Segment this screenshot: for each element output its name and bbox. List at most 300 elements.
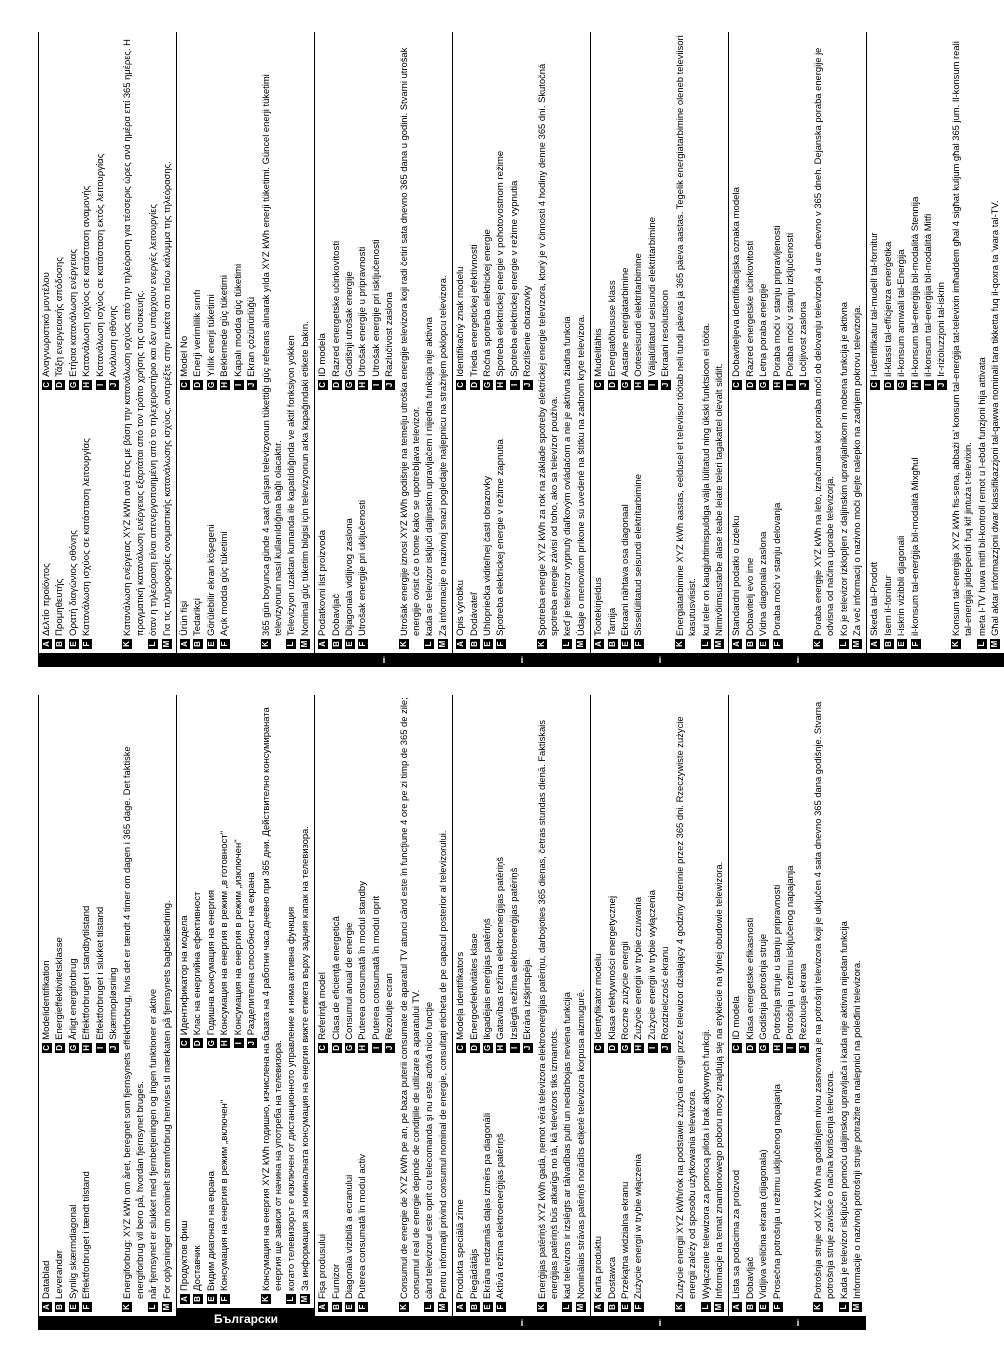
fiche-entry xyxy=(482,390,494,649)
entry-text: Enerji verimlilik sınıfı xyxy=(192,289,204,377)
entry-letter-badge: F xyxy=(911,639,921,649)
fiche-entry xyxy=(745,390,757,649)
entry-letter-badge: D xyxy=(193,1038,203,1048)
entry-text: Годишна консумация на енергия xyxy=(205,889,217,1036)
block-rows xyxy=(591,695,728,1316)
fiche-entry xyxy=(633,695,645,1053)
entry-letter-badge: M xyxy=(713,640,723,648)
fiche-entry xyxy=(68,695,80,1053)
entry-text: Dobavljač xyxy=(330,593,342,636)
entry-text: Puterea consumată în modul standby xyxy=(357,880,369,1040)
fiche-entry xyxy=(772,695,784,1053)
entry-letter-badge: L xyxy=(286,1294,296,1304)
fiche-entry xyxy=(607,390,619,649)
fiche-entry xyxy=(455,695,467,1053)
entry-text: Vidljiva veličina ekrana (dijagonala) xyxy=(758,1149,770,1299)
entry-text: Gatavības režīma elektroenerģijas patēriņš xyxy=(495,856,507,1040)
fiche-entry xyxy=(745,32,757,390)
entry-text: Produkta speciālā zīme xyxy=(455,1199,467,1299)
language-tab xyxy=(39,653,176,667)
fiche-entry xyxy=(192,390,204,649)
entry-row xyxy=(179,695,191,1304)
fiche-entry xyxy=(482,32,494,390)
note-row xyxy=(147,695,159,1312)
note-row xyxy=(423,32,435,649)
entry-letter-badge: A xyxy=(732,1302,742,1312)
entry-row xyxy=(647,32,659,649)
language-tab xyxy=(591,1316,728,1330)
entry-letter-badge: M xyxy=(437,640,447,648)
fiche-entry xyxy=(910,32,922,390)
entry-text: Furnizor xyxy=(330,1263,342,1299)
entry-letter-badge: B xyxy=(470,639,480,649)
entry-text: Potrošnja struje od XYZ kWh na godišnjem nivou zasnovana je na potrošnji televizora koji je uključen 4 sata dnevno 365 dana godišnje. Stvarna potrošnja struje zavisiće o načina korišćenja televizora. xyxy=(811,701,836,1299)
language-block xyxy=(590,695,728,1330)
fiche-entry xyxy=(233,32,245,390)
fiche-entry xyxy=(620,1053,632,1312)
fiche-entry xyxy=(357,695,369,1053)
entry-letter-badge: F xyxy=(358,1302,368,1312)
entry-row xyxy=(192,695,204,1304)
entry-letter-badge: B xyxy=(193,1294,203,1304)
entry-text: Referinţă model xyxy=(317,972,329,1040)
entry-text: Κατανάλωση ισχύος σε κατάσταση εκτός λειτουργίας xyxy=(94,153,106,377)
fiche-entry xyxy=(869,32,881,390)
entry-row xyxy=(798,32,810,649)
fiche-entry xyxy=(179,32,191,390)
entry-row xyxy=(331,32,343,649)
entry-letter-badge: I xyxy=(786,380,796,390)
entry-letter-badge: A xyxy=(318,639,328,649)
fiche-entry xyxy=(772,390,784,649)
entry-text: Konsum tal-enerġija XYZ kWh fis-sena, abbażi ta' konsum tal-enerġija tat-televixin imħaddem għal 4 sigħat kuljum għal 365 jum. Il-konsum reali tal-enerġija jiddependi fuq kif jintuża t-televixin. xyxy=(949,41,974,636)
entry-letter-badge: L xyxy=(148,1302,158,1312)
entry-letter-badge: I xyxy=(510,1043,520,1053)
language-block xyxy=(176,695,314,1330)
entry-text: Dobavitelj evo ime xyxy=(744,557,756,636)
fiche-entry xyxy=(785,32,797,390)
entry-row xyxy=(620,695,632,1312)
fiche-entry xyxy=(68,1053,80,1312)
note-row xyxy=(812,695,837,1312)
entry-text: keď je televízor vypnutý diaľkovým ovládačom a nie je aktívna žiadna funkcia xyxy=(561,316,573,636)
fiche-entry xyxy=(620,390,632,649)
entry-row xyxy=(660,32,672,649)
entry-row xyxy=(495,695,507,1312)
entry-row xyxy=(81,695,93,1312)
note-row xyxy=(838,695,850,1312)
entry-letter-badge: A xyxy=(42,639,52,649)
entry-letter-badge: F xyxy=(634,639,644,649)
entry-letter-badge: E xyxy=(69,639,79,649)
entry-letter-badge: K xyxy=(813,639,823,649)
entry-text: когато телевизорът е изключен от дистанционното управление и няма активна функция xyxy=(285,906,297,1291)
entry-text: Isem il-fornitur xyxy=(882,575,894,636)
entry-letter-badge: C xyxy=(732,380,742,390)
entry-text: Wyłączenie telewizora za pomocą pilota i brak aktywnych funkcji. xyxy=(699,1029,711,1299)
entry-text: l-identifikatur tal-mudell tal-fornitur xyxy=(869,232,881,377)
entry-letter-badge: C xyxy=(180,380,190,390)
entry-letter-badge: A xyxy=(180,1294,190,1304)
fiche-entry xyxy=(246,32,258,390)
language-tab-label: i xyxy=(520,655,523,665)
entry-letter-badge: G xyxy=(206,381,216,388)
entry-letter-badge: A xyxy=(732,639,742,649)
entry-text: meta l-TV huwa mitfi bil-kontroll remot u l-ebda funzjoni hija attivata xyxy=(975,357,987,636)
block-rows xyxy=(177,695,314,1308)
fiche-entry xyxy=(455,1053,467,1312)
fiche-entry xyxy=(41,695,53,1053)
fiche-entry xyxy=(192,32,204,390)
entry-text: Ορατή διαγώνιος οθόνης xyxy=(67,530,79,636)
entry-text: Ko je televizor izklopljen z daljinskim upravljalnikom in nobena funkcija je aktivna xyxy=(837,301,849,636)
entry-letter-badge: D xyxy=(193,380,203,390)
entry-row xyxy=(219,695,231,1304)
entry-text: kada se televizor isključi daljinskim upravljačem i nijedna funkcija nije aktivna xyxy=(423,317,435,636)
block-rows xyxy=(729,695,866,1316)
entry-text: Izslēgtā režīma elektroenerģijas patēriņš xyxy=(508,867,520,1040)
entry-text: Za informacije o nazivnoj snazi pogledajte naljepnicu na stražnjem poklopcu televizora. xyxy=(436,275,448,636)
entry-text: Pentru informaţii privind consumul nominal de energie, consultaţi eticheta de pe capacul posterior al televizorului. xyxy=(436,830,448,1299)
entry-letter-badge: F xyxy=(82,639,92,649)
entry-letter-badge: E xyxy=(483,639,493,649)
entry-text: Za več informacij o nazivno moči glejte nalepko na zadnjem pokrovu televizorja. xyxy=(850,305,862,636)
entry-row xyxy=(745,32,757,649)
entry-letter-badge: H xyxy=(634,1043,644,1053)
note-row xyxy=(423,695,435,1312)
block-rows xyxy=(39,32,176,653)
entry-text: Poraba energije XYZ kWh na leto, izračunana kot poraba moči ob delovanju televizorja 4 ure dnevno v 365 dneh. Dejanska poraba energije je odvisna od načina uporabe televizorja. xyxy=(811,47,836,636)
entry-letter-badge: K xyxy=(122,639,132,649)
entry-text: Poraba moči v stanju pripravljenosti xyxy=(771,225,783,377)
entry-row xyxy=(772,695,784,1312)
entry-letter-badge: K xyxy=(261,639,271,649)
entry-text: ID modela xyxy=(317,333,329,377)
entry-text: Ekraani resolutsioon xyxy=(660,289,672,377)
entry-text: Zużycie energii w trybie włączenia xyxy=(633,1153,645,1299)
entry-text: Продуктов фиш xyxy=(179,1220,191,1291)
entry-letter-badge: K xyxy=(122,1302,132,1312)
entry-letter-badge: K xyxy=(399,639,409,649)
left-column xyxy=(38,695,918,1330)
entry-row xyxy=(108,695,120,1312)
note-row xyxy=(561,32,573,649)
fiche-entry xyxy=(633,32,645,390)
fiche-entry xyxy=(206,390,218,649)
entry-letter-badge: J xyxy=(799,1043,809,1053)
entry-text: Tarnija xyxy=(606,607,618,636)
entry-letter-badge: J xyxy=(523,380,533,390)
note-row xyxy=(437,32,449,649)
fiche-entry xyxy=(357,1053,369,1312)
note-row xyxy=(161,695,173,1312)
fiche-entry xyxy=(317,695,329,1053)
entry-letter-badge: L xyxy=(424,1302,434,1312)
entry-letter-badge: I xyxy=(234,380,244,390)
fiche-entry xyxy=(469,695,481,1053)
entry-row xyxy=(108,32,120,649)
entry-letter-badge: I xyxy=(648,380,658,390)
language-block xyxy=(590,32,728,667)
entry-letter-badge: B xyxy=(608,1302,618,1312)
entry-text: Zużycie energii w trybie wyłączenia xyxy=(646,890,658,1040)
note-row xyxy=(161,32,173,649)
entry-letter-badge: C xyxy=(42,380,52,390)
fiche-entry xyxy=(108,32,120,390)
entry-letter-badge: E xyxy=(345,1302,355,1312)
entry-row xyxy=(357,32,369,649)
entry-row xyxy=(633,32,645,649)
language-tab xyxy=(177,653,314,667)
entry-text: Zużycie energii XYZ kWh/rok na podstawie zużycia energii przez telewizor działający 4 godziny dziennie przez 365 dni. Rzeczywiste zużycie energii zależy od sposobu użytkowania telewizora. xyxy=(673,716,698,1299)
entry-letter-badge: B xyxy=(746,639,756,649)
entry-letter-badge: F xyxy=(773,1302,783,1312)
entry-row xyxy=(344,695,356,1312)
note-row xyxy=(398,32,423,649)
entry-letter-badge: L xyxy=(977,639,987,649)
entry-letter-badge: G xyxy=(344,1044,354,1051)
note-row xyxy=(674,32,699,649)
language-block xyxy=(728,695,866,1330)
entry-text: Dodávateľ xyxy=(468,592,480,636)
entry-letter-badge: H xyxy=(220,380,230,390)
entry-letter-badge: D xyxy=(332,1043,342,1053)
fiche-entry xyxy=(192,695,204,1048)
language-block xyxy=(38,32,176,667)
entry-text: Klasa energetske efikasnosti xyxy=(744,917,756,1040)
entry-row xyxy=(371,695,383,1312)
fiche-entry xyxy=(108,695,120,1053)
entry-text: Leverandør xyxy=(54,1249,66,1299)
entry-letter-badge: A xyxy=(42,1302,52,1312)
entry-letter-badge: G xyxy=(759,1044,769,1051)
entry-text: Açık modda güç tüketimi xyxy=(219,531,231,636)
entry-row xyxy=(68,695,80,1312)
entry-text: Görülebilir ekran köşegeni xyxy=(205,524,217,636)
fiche-entry xyxy=(54,390,66,649)
fiche-entry xyxy=(482,1053,494,1312)
entry-text: Идентификатор на модела xyxy=(179,915,191,1036)
fiche-entry xyxy=(219,32,231,390)
entry-text: Aktīvā režīma elektroenerģijas patēriņš xyxy=(495,1133,507,1299)
entry-row xyxy=(206,32,218,649)
entry-letter-badge: M xyxy=(161,1303,171,1311)
entry-text: Zużycie energii w trybie czuwania xyxy=(633,896,645,1040)
entry-text: Puterea consumată în modul activ xyxy=(357,1153,369,1299)
note-row xyxy=(285,695,297,1304)
entry-letter-badge: M xyxy=(713,1303,723,1311)
entry-text: Consumul de energie de XYZ kWh pe an, pe baza puterii consumate de aparatul TV atunci când este în funcţiune 4 ore pe zi timp de 365 de zile; consumul real de energie depinde de condiţiile de utilizare a aparatului TV. xyxy=(397,697,421,1299)
block-rows xyxy=(177,32,314,653)
entry-row xyxy=(607,32,619,649)
entry-text: Τάξη ενεργειακής απόδοσης xyxy=(54,257,66,377)
entry-text: Spotreba energie XYZ kWh za rok na základe spotreby elektrickej energie televízora, ktorý je v činnosti 4 hodiny denne 365 dní. Skutočná spotreba energie závisí od toho, ako sa televízor používa. xyxy=(535,63,560,636)
entry-text: Spotreba elektrickej energie v režime vypnutia xyxy=(508,180,520,377)
entry-letter-badge: I xyxy=(372,1043,382,1053)
entry-text: Roczne zużycie energii xyxy=(620,941,632,1040)
entry-letter-badge: K xyxy=(675,639,685,649)
entry-text: Potrošnja struje u stanju pripravnosti xyxy=(771,884,783,1040)
entry-row xyxy=(95,695,107,1312)
note-row xyxy=(536,32,561,649)
entry-text: Godišnja potrošnja struje xyxy=(758,933,770,1040)
fiche-entry xyxy=(731,32,743,390)
entry-letter-badge: F xyxy=(220,639,230,649)
entry-letter-badge: A xyxy=(456,639,466,649)
fiche-entry xyxy=(68,32,80,390)
entry-text: Προμηθευτής xyxy=(54,578,66,636)
fiche-entry xyxy=(607,695,619,1053)
entry-row xyxy=(41,695,53,1312)
entry-letter-badge: E xyxy=(69,1302,79,1312)
entry-text: όταν η τηλεόραση είναι απενεργοποιημένη από το τηλεχειριστήριο και δεν υπάρχουν ενεργές λειτουργίες xyxy=(147,204,159,636)
entry-letter-badge: M xyxy=(575,640,585,648)
note-row xyxy=(121,32,146,649)
block-rows xyxy=(729,32,866,653)
entry-text: Údaje o menovitom príkone sú uvedené na štítku na zadnom kryte televízora. xyxy=(574,314,586,636)
entry-text: Godišnji utrošak energije xyxy=(343,271,355,377)
entry-letter-badge: B xyxy=(470,1302,480,1312)
entry-row xyxy=(896,32,908,649)
entry-letter-badge: J xyxy=(109,380,119,390)
entry-text: kad televizors ir izslēgts ar tālvadības pulti un nedarbojas neviena funkcija xyxy=(561,992,573,1299)
entry-letter-badge: A xyxy=(456,1302,466,1312)
entry-row xyxy=(192,32,204,649)
entry-letter-badge: B xyxy=(193,639,203,649)
entry-text: Energiatõhususe klass xyxy=(606,280,618,377)
entry-row xyxy=(509,695,521,1312)
note-row xyxy=(575,32,587,649)
fiche-entry xyxy=(357,390,369,649)
entry-row xyxy=(758,32,770,649)
entry-row xyxy=(647,695,659,1312)
entry-text: Nominal güç tüketim bilgisi için televizyonun arka kapağındaki etikete bakın. xyxy=(298,321,310,636)
entry-text: Informacije o nazivnoj potrošnji struje potražite na nalepnici na poleđini televizora. xyxy=(850,960,862,1299)
entry-text: Ekrāna redzamās daļas izmērs pa diagonāli xyxy=(482,1112,493,1299)
note-row xyxy=(437,695,449,1312)
entry-text: Podatkovni list proizvoda xyxy=(317,529,329,636)
entry-text: il-konsum tal-enerġija bil-modalità Mixgħul xyxy=(909,457,921,636)
entry-text: Yıllık enerji tüketimi xyxy=(205,294,217,377)
language-tab xyxy=(453,1316,590,1330)
entry-letter-badge: B xyxy=(746,1302,756,1312)
fiche-entry xyxy=(179,390,191,649)
language-block xyxy=(728,32,866,667)
entry-letter-badge: E xyxy=(345,639,355,649)
fiche-entry xyxy=(910,390,922,649)
note-row xyxy=(700,695,712,1312)
entry-letter-badge: M xyxy=(161,640,171,648)
entry-text: Utrošak energije pri uključenosti xyxy=(357,500,369,636)
entry-letter-badge: E xyxy=(483,1302,493,1312)
entry-text: Effektforbruget i tændt tilstand xyxy=(81,1171,93,1299)
entry-letter-badge: J xyxy=(247,380,257,390)
entry-letter-badge: L xyxy=(148,639,158,649)
note-row xyxy=(674,695,699,1312)
entry-letter-badge: H xyxy=(496,380,506,390)
block-rows xyxy=(39,695,176,1316)
fiche-entry xyxy=(745,1053,757,1312)
entry-text: Kada je televizor isključen pomoću daljinskog upravljača i kada nije aktivna nijedan funkcija xyxy=(837,921,849,1299)
entry-text: Dostawca xyxy=(606,1256,618,1299)
entry-letter-badge: J xyxy=(109,1043,119,1053)
fiche-entry xyxy=(731,390,743,649)
entry-row xyxy=(455,695,467,1312)
fiche-entry xyxy=(54,695,66,1053)
fiche-entry xyxy=(758,32,770,390)
entry-text: Televizyon uzaktan kumanda ile kapatıldığında ve aktif fonksiyon yokken xyxy=(285,335,297,636)
entry-text: Sisselülitatud seisundi elektritarbimine xyxy=(633,473,645,636)
language-tab xyxy=(177,1308,314,1330)
entry-letter-badge: D xyxy=(608,1043,618,1053)
entry-row xyxy=(910,32,922,649)
entry-row xyxy=(923,32,935,649)
entry-text: Разделителна способност на екрана xyxy=(246,872,258,1036)
entry-row xyxy=(509,32,521,649)
entry-row xyxy=(660,695,672,1312)
language-tab xyxy=(729,1316,866,1330)
entry-row xyxy=(633,695,645,1312)
entry-letter-badge: K xyxy=(675,1302,685,1312)
fiche-entry xyxy=(647,695,659,1053)
entry-text: Informacje na temat znamionowego poboru mocy znajdują się na etykiecie na tylnej obudowie telewizora. xyxy=(712,861,724,1299)
entry-row xyxy=(233,695,245,1304)
fiche-entry xyxy=(482,695,494,1053)
entry-letter-badge: D xyxy=(55,380,65,390)
entry-letter-badge: M xyxy=(851,640,861,648)
entry-text: Trieda energetickej efektívnosti xyxy=(468,244,480,377)
entry-letter-badge: D xyxy=(332,380,342,390)
entry-row xyxy=(233,32,245,649)
fiche-entry xyxy=(731,1053,743,1312)
fiche-entry xyxy=(883,32,895,390)
language-tab xyxy=(453,653,590,667)
entry-text: Κατανάλωση ισχύος σε κατάσταση λειτουργίας xyxy=(81,438,93,636)
entry-text: Fişa produsului xyxy=(317,1233,329,1299)
entry-letter-badge: H xyxy=(82,1043,92,1053)
entry-text: Karta produktu xyxy=(593,1236,605,1299)
entry-letter-badge: G xyxy=(68,381,78,388)
note-row xyxy=(713,695,725,1312)
fiche-entry xyxy=(522,32,534,390)
fiche-entry xyxy=(758,695,770,1053)
entry-text: Clasa de eficienţă energetică xyxy=(330,916,342,1040)
entry-row xyxy=(317,695,329,1312)
fiche-entry xyxy=(633,1053,645,1312)
language-block xyxy=(176,32,314,667)
entry-letter-badge: J xyxy=(523,1043,533,1053)
entry-text: Rezolucija ekrana xyxy=(798,963,810,1040)
entry-letter-badge: K xyxy=(261,1294,271,1304)
entry-text: Ooteseisundi elektritarbimine xyxy=(633,253,645,377)
entry-letter-badge: G xyxy=(621,381,631,388)
entry-letter-badge: A xyxy=(318,1302,328,1312)
entry-row xyxy=(384,695,396,1312)
entry-row xyxy=(798,695,810,1312)
entry-text: Dobavljač xyxy=(744,1256,756,1299)
fiche-entry xyxy=(607,1053,619,1312)
entry-letter-badge: D xyxy=(55,1043,65,1053)
entry-row xyxy=(384,32,396,649)
note-row xyxy=(398,695,423,1312)
fiche-entry xyxy=(179,1048,191,1304)
entry-letter-badge: J xyxy=(799,380,809,390)
entry-text: Ανάλυση οθόνης xyxy=(108,305,120,377)
entry-letter-badge: E xyxy=(207,1294,217,1304)
entry-text: Energiforbrug: XYZ kWh om året, beregnet som fjernsynets effektforbrug, hvis det er tændt 4 timer om dagen i 365 dage. Det faktiske energiforbrug vil bero på, hvordan fjernsynet bruges. xyxy=(121,746,145,1299)
fiche-entry xyxy=(219,695,231,1048)
entry-letter-badge: F xyxy=(82,1302,92,1312)
